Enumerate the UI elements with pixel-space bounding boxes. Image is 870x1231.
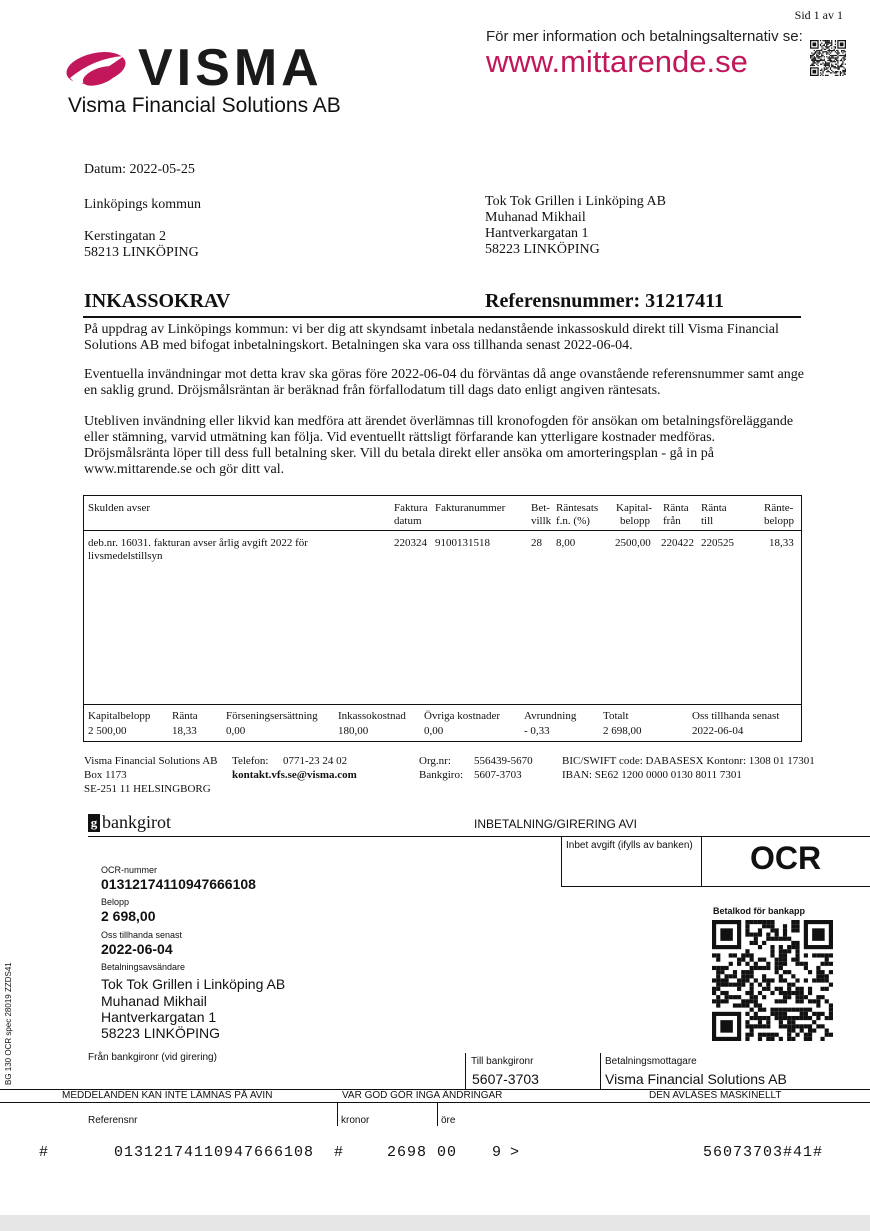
notice-right: DEN AVLÄSES MASKINELLT — [649, 1090, 782, 1101]
row-rantesats: 8,00 — [556, 537, 576, 549]
ocr-number: 01312174110947666108 — [101, 876, 256, 892]
payer-city: 58223 LINKÖPING — [101, 1025, 221, 1041]
th-bet-villk-1: Bet- — [531, 502, 550, 514]
to-bankgiro-label: Till bankgironr — [471, 1056, 534, 1067]
footer-bankgiro-label: Bankgiro: — [419, 769, 463, 781]
fee-box-bottom — [561, 886, 870, 887]
amount-label: Belopp — [101, 897, 130, 907]
small-qr-code[interactable] — [810, 40, 846, 76]
th-bet-villk-2: villk — [531, 515, 552, 527]
th-ranta-fran-2: från — [663, 515, 681, 527]
row-ranta-till: 220525 — [701, 537, 734, 549]
info-url-link[interactable]: www.mittarende.se — [486, 44, 748, 79]
to-bankgiro-value: 5607-3703 — [472, 1071, 539, 1087]
slip-top-rule — [88, 836, 870, 837]
qr-code-icon — [810, 40, 846, 76]
footer-phone[interactable]: 0771-23 24 02 — [283, 755, 348, 767]
notice-bottom-rule — [0, 1102, 870, 1103]
row-fakturanummer: 9100131518 — [435, 537, 490, 549]
info-text: För mer information och betalningsalternativ se: — [486, 28, 803, 45]
footer-org: 556439-5670 — [474, 755, 533, 767]
recipient-street: Hantverkargatan 1 — [485, 226, 589, 241]
th-ranta-till-2: till — [701, 515, 714, 527]
sender-city: 58213 LINKÖPING — [84, 245, 199, 260]
to-box-left — [465, 1053, 466, 1089]
company-name: Visma Financial Solutions AB — [68, 94, 341, 117]
sum-value-ranta: 18,33 — [172, 725, 197, 737]
sum-label-ovriga: Övriga kostnader — [424, 710, 501, 722]
sum-label-forsening: Förseningsersättning — [226, 710, 318, 722]
th-ranta-fran-1: Ränta — [663, 502, 689, 514]
sum-label-inkasso: Inkassokostnad — [338, 710, 406, 722]
notice-left: MEDDELANDEN KAN INTE LÄMNAS PÅ AVIN — [62, 1090, 273, 1101]
row-bet-villk: 28 — [531, 537, 542, 549]
ocr-mark: OCR — [750, 840, 822, 876]
sum-value-forsening: 0,00 — [226, 725, 246, 737]
kronor-label: kronor — [341, 1115, 370, 1126]
th-rantebelopp-1: Ränte- — [764, 502, 794, 514]
sum-label-avrundning: Avrundning — [524, 710, 577, 722]
kronor-tick — [337, 1102, 338, 1126]
th-rantebelopp-2: belopp — [764, 515, 794, 527]
sum-value-avrundning: - 0,33 — [524, 725, 550, 737]
table-header-rule — [83, 530, 802, 531]
ocr-line-amount: 2698 00 — [387, 1144, 458, 1161]
sum-value-tillhanda: 2022-06-04 — [692, 725, 744, 737]
payer-contact: Muhanad Mikhail — [101, 993, 207, 1009]
th-faktura-datum-2: datum — [394, 515, 422, 527]
th-kapital-2: belopp — [620, 515, 650, 527]
giro-form-title: INBETALNING/GIRERING AVI — [474, 817, 637, 831]
due-label: Oss tillhanda senast — [101, 930, 183, 940]
ref-label: Referensnr — [88, 1115, 138, 1126]
recipient-value: Visma Financial Solutions AB — [605, 1071, 787, 1087]
th-rantesats-2: f.n. (%) — [556, 515, 590, 527]
paragraph-3: Utebliven invändning eller likvid kan medföra att ärendet överlämnas till kronofogden för ansökan om betalningsföreläggande eller stämning, varvid utmätning kan följa. Vid eventuellt rättsligt förfarande kan ytterligare kostnader medföras. Dröjsmålsränta löper till dess full betalning sker. Vill du betala direkt eller ansöka om amorteringsplan - gå in på www.mittarende.se och gör ditt val. — [84, 414, 794, 477]
letter-title: INKASSOKRAV — [84, 290, 231, 312]
ocr-number-label: OCR-nummer — [101, 865, 158, 875]
payer-name: Tok Tok Grillen i Linköping AB — [101, 976, 286, 992]
ocr-line-reference: 01312174110947666108 — [114, 1144, 315, 1161]
from-bankgiro-label: Från bankgironr (vid girering) — [88, 1052, 217, 1063]
footer-bankgiro: 5607-3703 — [474, 769, 522, 781]
reference-number: Referensnummer: 31217411 — [485, 290, 725, 312]
payer-street: Hantverkargatan 1 — [101, 1009, 217, 1025]
sum-label-kapital: Kapitalbelopp — [88, 710, 151, 722]
row-description-2: livsmedelstillsyn — [88, 550, 163, 562]
sum-label-ranta: Ränta — [172, 710, 198, 722]
ore-tick — [437, 1102, 438, 1126]
ocr-line-check: 9 > — [492, 1144, 520, 1161]
amount-value: 2 698,00 — [101, 908, 156, 924]
row-rantebelopp: 18,33 — [769, 537, 794, 549]
footer-city: SE-251 11 HELSINGBORG — [84, 783, 211, 795]
recipient-label: Betalningsmottagare — [605, 1056, 697, 1067]
bankgirot-text: bankgirot — [102, 812, 171, 832]
recipient-box-left — [600, 1053, 601, 1089]
th-ranta-till-1: Ränta — [701, 502, 727, 514]
notice-mid: VAR GOD GÖR INGA ÄNDRINGAR — [342, 1090, 503, 1101]
fee-box-divider — [701, 836, 702, 887]
visma-logo — [64, 48, 130, 92]
footer-company-name: Visma Financial Solutions AB — [84, 755, 218, 767]
th-rantesats-1: Räntesats — [556, 502, 599, 514]
sender-street: Kerstingatan 2 — [84, 229, 167, 244]
qr-code-icon — [712, 920, 833, 1041]
due-value: 2022-06-04 — [101, 941, 173, 957]
ocr-line-account: 56073703#41# — [703, 1144, 824, 1161]
qr-label: Betalkod för bankapp — [713, 906, 806, 916]
page-number: Sid 1 av 1 — [794, 8, 843, 22]
sum-label-totalt: Totalt — [603, 710, 629, 722]
fee-label: Inbet avgift (ifylls av banken) — [566, 840, 693, 851]
bankgirot-logo — [88, 812, 171, 833]
ocr-line-hash-start: # — [39, 1144, 49, 1161]
footer-box: Box 1173 — [84, 769, 127, 781]
table-summary-rule — [83, 704, 802, 705]
footer-email[interactable]: kontakt.vfs.se@visma.com — [232, 769, 357, 781]
visma-logo-text: VISMA — [138, 39, 323, 97]
sum-value-inkasso: 180,00 — [338, 725, 369, 737]
recipient-name: Tok Tok Grillen i Linköping AB — [485, 194, 666, 209]
th-fakturanummer: Fakturanummer — [435, 502, 506, 514]
sum-value-ovriga: 0,00 — [424, 725, 444, 737]
sender-name: Linköpings kommun — [84, 197, 202, 212]
sum-value-totalt: 2 698,00 — [603, 725, 642, 737]
footer-phone-label: Telefon: — [232, 755, 269, 767]
sum-label-tillhanda: Oss tillhanda senast — [692, 710, 780, 722]
payer-label: Betalningsavsändare — [101, 962, 186, 972]
row-kapitalbelopp: 2500,00 — [615, 537, 651, 549]
bottom-gray-strip — [0, 1215, 870, 1231]
bankgirot-mark-icon: g — [88, 814, 100, 832]
visma-logo-mark-icon — [64, 48, 130, 92]
row-ranta-fran: 220422 — [661, 537, 694, 549]
row-faktura-datum: 220324 — [394, 537, 427, 549]
sum-value-kapital: 2 500,00 — [88, 725, 127, 737]
paragraph-1: På uppdrag av Linköpings kommun: vi ber dig att skyndsamt inbetala nedanstående inkassoskuld direkt till Visma Financial Solutions AB med bifogat inbetalningskort. Betalningen ska vara oss tillhanda senast 2022-06-04. — [84, 322, 779, 353]
footer-org-label: Org.nr: — [419, 755, 451, 767]
th-skulden: Skulden avser — [88, 502, 151, 514]
paragraph-2: Eventuella invändningar mot detta krav ska göras före 2022-06-04 du förväntas då ange ovanstående referensnummer samt ange en saklig grund. Dröjsmålsräntan är beräknad från förfallodatum till dags dato enligt angiven räntesats. — [84, 367, 804, 398]
side-spec-text: BG 130 OCR spec 28019 ZZDS41 — [4, 962, 13, 1085]
recipient-city: 58223 LINKÖPING — [485, 242, 600, 257]
th-faktura-datum-1: Faktura — [394, 502, 428, 514]
footer-iban: IBAN: SE62 1200 0000 0130 8011 7301 — [562, 769, 742, 781]
heading-rule — [83, 316, 801, 318]
ore-label: öre — [441, 1115, 456, 1126]
row-description-1: deb.nr. 16031. fakturan avser årlig avgift 2022 för — [88, 537, 308, 549]
th-kapital-1: Kapital- — [616, 502, 653, 514]
ocr-line-hash-mid: # — [334, 1144, 344, 1161]
footer-bic: BIC/SWIFT code: DABASESX Kontonr: 1308 01 17301 — [562, 755, 815, 767]
letter-date: Datum: 2022-05-25 — [84, 162, 195, 177]
payment-qr-code[interactable] — [712, 920, 833, 1041]
recipient-contact: Muhanad Mikhail — [485, 210, 586, 225]
fee-box-left — [561, 836, 562, 887]
